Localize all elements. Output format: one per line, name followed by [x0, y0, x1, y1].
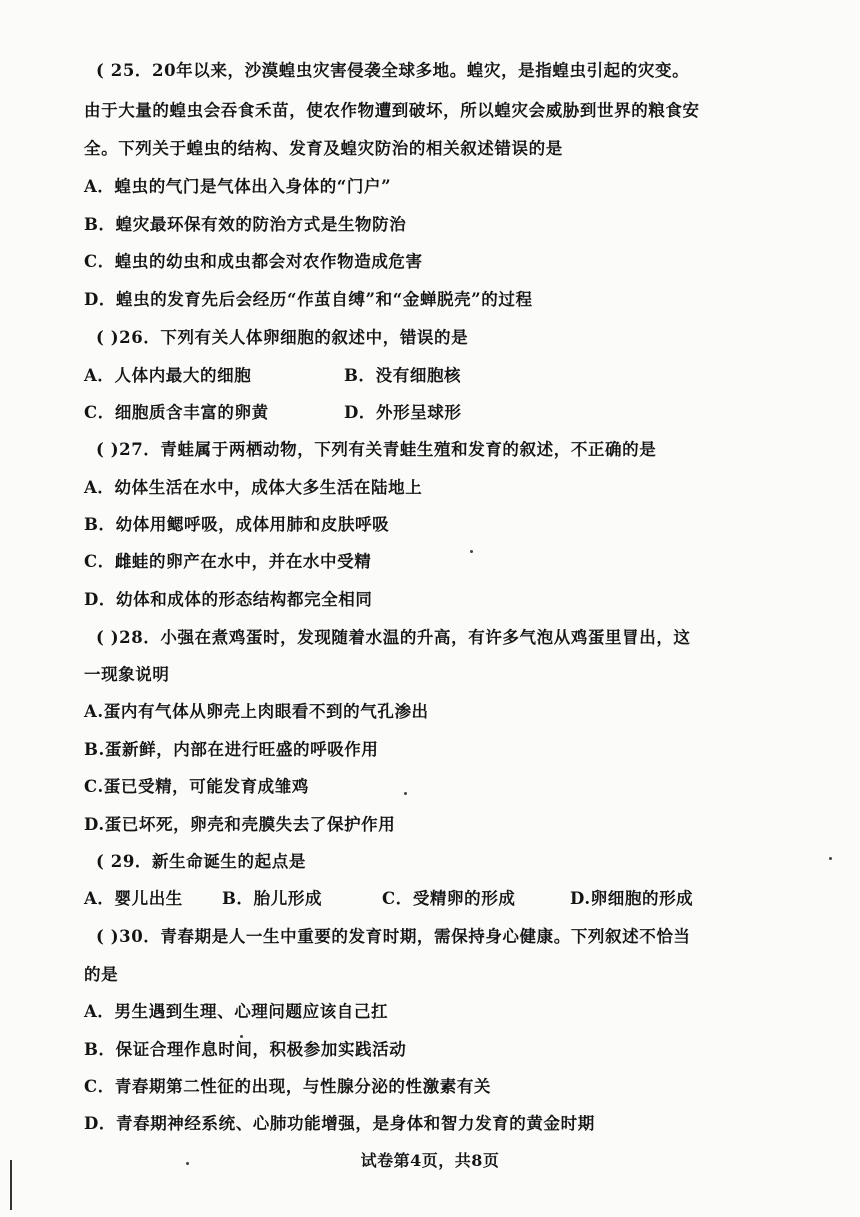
- question-27-option-b: B．幼体用鳃呼吸，成体用肺和皮肤呼吸: [84, 515, 390, 534]
- question-29-option-a: A．婴儿出生: [84, 889, 183, 908]
- scan-speck: [404, 792, 407, 795]
- question-28-option-d: D.蛋已坏死，卵壳和壳膜失去了保护作用: [84, 815, 396, 834]
- question-29-option-b: B．胎儿形成: [222, 889, 323, 908]
- question-28-line-2: 一现象说明: [84, 665, 170, 684]
- question-27-stem: ( )27．青蛙属于两栖动物，下列有关青蛙生殖和发育的叙述，不正确的是: [96, 440, 657, 459]
- question-28-option-c: C.蛋已受精，可能发育成雏鸡: [84, 777, 309, 796]
- question-30-option-d: D．青春期神经系统、心肺功能增强，是身体和智力发育的黄金时期: [84, 1114, 595, 1133]
- scan-speck: [829, 857, 832, 860]
- question-27-option-d: D．幼体和成体的形态结构都完全相同: [84, 590, 373, 609]
- question-26-option-a: A．人体内最大的细胞: [84, 366, 252, 385]
- question-30-line-1: ( )30．青春期是人一生中重要的发育时期，需保持身心健康。下列叙述不恰当: [96, 927, 691, 946]
- question-29-option-d: D.卵细胞的形成: [570, 889, 694, 908]
- question-28-line-1: ( )28．小强在煮鸡蛋时，发现随着水温的升高，有许多气泡从鸡蛋里冒出，这: [96, 628, 691, 647]
- question-25-option-a: A．蝗虫的气门是气体出入身体的“门户”: [84, 177, 392, 196]
- question-25-line-2: 由于大量的蝗虫会吞食禾苗，使农作物遭到破坏，所以蝗灾会威胁到世界的粮食安: [84, 101, 700, 120]
- question-25-option-d: D．蝗虫的发育先后会经历“作茧自缚”和“金蝉脱壳”的过程: [84, 290, 533, 309]
- scan-speck: [240, 1035, 243, 1038]
- scan-speck: [186, 1162, 189, 1165]
- question-26-stem: ( )26．下列有关人体卵细胞的叙述中，错误的是: [96, 328, 469, 347]
- question-27-option-c: C．雌蛙的卵产在水中，并在水中受精: [84, 552, 372, 571]
- question-25-line-1: ( 25．20年以来，沙漠蝗虫灾害侵袭全球多地。蝗灾，是指蝗虫引起的灾变。: [96, 61, 690, 80]
- question-26-option-c: C．细胞质含丰富的卵黄: [84, 403, 269, 422]
- question-30-option-a: A．男生遇到生理、心理问题应该自己扛: [84, 1002, 389, 1021]
- scan-margin-mark: [10, 1160, 12, 1210]
- question-29-option-c: C．受精卵的形成: [382, 889, 516, 908]
- question-26-option-b: B．没有细胞核: [344, 366, 462, 385]
- question-26-option-d: D．外形呈球形: [344, 403, 462, 422]
- question-25-option-b: B．蝗灾最环保有效的防治方式是生物防治: [84, 215, 407, 234]
- question-27-option-a: A．幼体生活在水中，成体大多生活在陆地上: [84, 478, 423, 497]
- question-30-option-b: B．保证合理作息时间，积极参加实践活动: [84, 1040, 407, 1059]
- question-29-stem: ( 29．新生命诞生的起点是: [96, 852, 306, 871]
- question-28-option-b: B.蛋新鲜，内部在进行旺盛的呼吸作用: [84, 740, 379, 759]
- question-30-option-c: C．青春期第二性征的出现，与性腺分泌的性激素有关: [84, 1077, 492, 1096]
- scan-speck: [470, 550, 473, 553]
- question-25-option-c: C．蝗虫的幼虫和成虫都会对农作物造成危害: [84, 252, 423, 271]
- question-25-line-3: 全。下列关于蝗虫的结构、发育及蝗灾防治的相关叙述错误的是: [84, 139, 563, 158]
- question-28-option-a: A.蛋内有气体从卵壳上肉眼看不到的气孔渗出: [84, 702, 429, 721]
- page-footer: 试卷第4页，共8页: [360, 1151, 500, 1170]
- question-30-line-2: 的是: [84, 965, 119, 984]
